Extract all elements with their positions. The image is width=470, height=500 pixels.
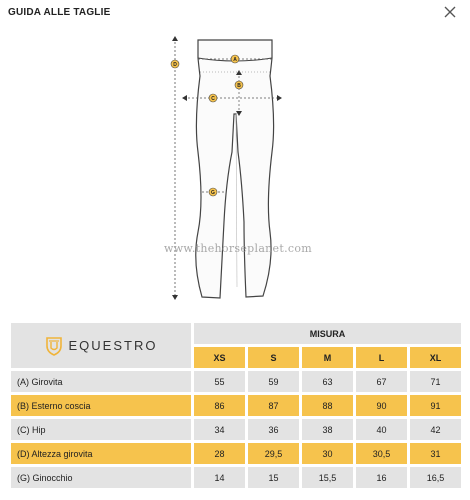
row-label: (A) Girovita [11, 371, 191, 392]
table-cell: 29,5 [248, 443, 299, 464]
svg-text:A: A [233, 57, 237, 63]
table-cell: 91 [410, 395, 461, 416]
size-table [8, 320, 464, 491]
leggings-diagram [160, 32, 300, 304]
brand-logo-cell [11, 323, 191, 368]
equestro-logo-icon [45, 336, 63, 356]
table-cell: 90 [356, 395, 407, 416]
table-cell: 55 [194, 371, 245, 392]
marker-g [209, 188, 217, 196]
table-cell: 86 [194, 395, 245, 416]
close-icon[interactable] [443, 5, 457, 19]
row-label: (G) Ginocchio [11, 467, 191, 488]
table-cell: 36 [248, 419, 299, 440]
table-cell: 71 [410, 371, 461, 392]
size-header-l: L [356, 347, 407, 368]
table-cell: 16 [356, 467, 407, 488]
table-row [11, 443, 461, 464]
table-cell: 15,5 [302, 467, 353, 488]
brand-name: EQUESTRO [68, 338, 158, 353]
marker-b [235, 81, 243, 89]
svg-text:D: D [173, 62, 177, 68]
table-row [11, 395, 461, 416]
leggings-outline [196, 40, 274, 298]
table-row [11, 467, 461, 488]
table-cell: 28 [194, 443, 245, 464]
table-cell: 42 [410, 419, 461, 440]
table-cell: 31 [410, 443, 461, 464]
table-cell: 63 [302, 371, 353, 392]
size-header-xs: XS [194, 347, 245, 368]
size-header-s: S [248, 347, 299, 368]
table-cell: 34 [194, 419, 245, 440]
table-cell: 67 [356, 371, 407, 392]
table-cell: 59 [248, 371, 299, 392]
size-header-xl: XL [410, 347, 461, 368]
table-cell: 30,5 [356, 443, 407, 464]
misura-header: MISURA [194, 323, 461, 344]
modal-title: GUIDA ALLE TAGLIE [8, 7, 111, 18]
table-cell: 30 [302, 443, 353, 464]
svg-text:G: G [211, 190, 215, 196]
row-label: (D) Altezza girovita [11, 443, 191, 464]
row-label: (B) Esterno coscia [11, 395, 191, 416]
watermark: www.thehorseplanet.com [163, 242, 312, 255]
table-cell: 15 [248, 467, 299, 488]
table-row [11, 371, 461, 392]
table-cell: 40 [356, 419, 407, 440]
marker-d [171, 60, 179, 68]
table-cell: 14 [194, 467, 245, 488]
marker-a [231, 55, 239, 63]
table-cell: 38 [302, 419, 353, 440]
svg-text:B: B [237, 83, 241, 89]
table-cell: 87 [248, 395, 299, 416]
row-label: (C) Hip [11, 419, 191, 440]
marker-c [209, 94, 217, 102]
table-row [11, 419, 461, 440]
table-cell: 88 [302, 395, 353, 416]
svg-text:C: C [211, 96, 215, 102]
table-cell: 16,5 [410, 467, 461, 488]
size-header-m: M [302, 347, 353, 368]
